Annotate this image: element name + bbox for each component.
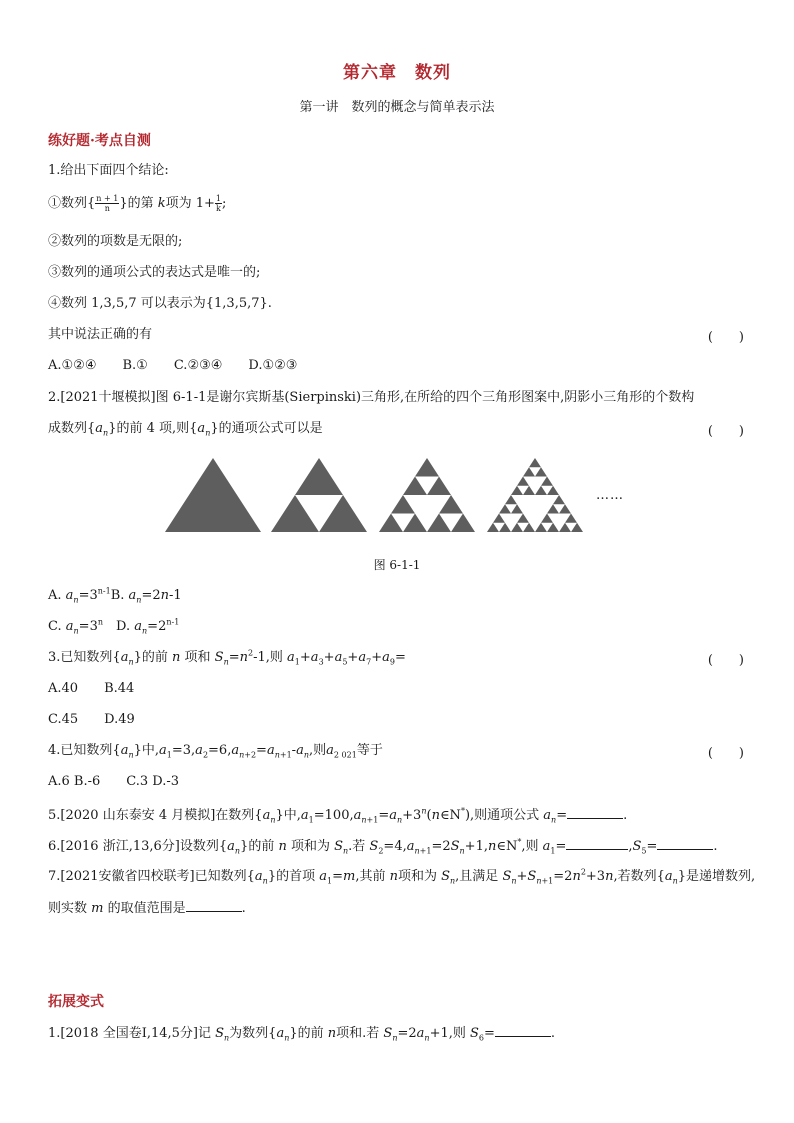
q1-statement-1: ①数列{ $\frac{n + 1}{n}$ }的第 k项为 1+ $\frac{1}{k}$ ;	[48, 194, 227, 213]
q7-stem-line2: 则实数 m 的取值范围是 .	[48, 901, 246, 916]
q2-options-cd: C. $a_n=3^n$ D. $a_n=2^{n-1}$	[48, 617, 180, 636]
fraction-n-plus-1-over-n: $\frac{n + 1}{n}$	[96, 194, 119, 213]
section-heading-extension: 拓展变式	[48, 994, 104, 1010]
q1-statement-4: ④数列 1,3,5,7 可以表示为{1,3,5,7}.	[48, 296, 272, 311]
sierpinski-stage-1	[165, 458, 261, 532]
extension-q1-stem: 1.[2018 全国卷Ⅰ,14,5分]记 $S_n$为数列$\{a_n\}$的前 n项和.若 $S_n=2a_n+1$,则 $S_6=$ .	[48, 1026, 556, 1043]
q6-answer-blank-a1[interactable]	[566, 837, 628, 850]
q3-options-ab: A.40 B.44	[48, 681, 135, 696]
figure-caption: 图 6-1-1	[373, 558, 421, 572]
sierpinski-stage-2	[271, 458, 367, 532]
q1-stem: 1.给出下面四个结论:	[48, 163, 169, 178]
chapter-title: 第六章 数列	[343, 63, 451, 83]
q1-statement-2: ②数列的项数是无限的;	[48, 234, 183, 249]
lecture-title: 第一讲 数列的概念与简单表示法	[299, 100, 495, 115]
figure-ellipsis: ……	[596, 488, 624, 503]
q7-answer-blank[interactable]	[186, 899, 242, 912]
q6-answer-blank-s5[interactable]	[657, 837, 713, 850]
q4-stem: 4.已知数列$\{a_n\}$中$,a_1=3,a_2=6,a_{n+2}=a_{n+1}-a_n$,则$a_{2 021}$等于	[48, 743, 383, 760]
q1-answer-paren: ( )	[707, 330, 744, 345]
q5-stem: 5.[2020 山东泰安 4 月模拟]在数列$\{a_n\}$中$,a_1=100,a_{n+1}=a_n+3^n(n\in N^*)$,则通项公式 $a_n=$ .	[48, 806, 628, 825]
q3-options-cd: C.45 D.49	[48, 712, 135, 727]
q7-stem-line1: 7.[2021安徽省四校联考]已知数列$\{a_n\}$的首项 $a_1=m$,其前 n项和为 $S_n$,且满足 $S_n+S_{n+1}=2n^2+3n$,若数列$\{a_n\}$是递增数列,	[48, 867, 756, 886]
q2-stem-line1: 2.[2021十堰模拟]图 6-1-1是谢尔宾斯基(Sierpinski)三角形,在所给的四个三角形图案中,阴影小三角形的个数构	[48, 390, 695, 405]
q2-stem-line2: 成数列$\{a_n\}$的前 4 项,则$\{a_n\}$的通项公式可以是	[48, 421, 323, 438]
sierpinski-figure	[160, 456, 600, 536]
q1-options: A.①②④ B.① C.②③④ D.①②③	[48, 358, 298, 373]
q3-stem: 3.已知数列$\{a_n\}$的前 n 项和 $S_n=n^2-1$,则 $a_1+a_3+a_5+a_7+a_9=$	[48, 648, 406, 667]
sierpinski-stage-4	[487, 458, 583, 532]
q4-answer-paren: ( )	[707, 746, 744, 761]
q2-answer-paren: ( )	[707, 424, 744, 439]
fraction-1-over-k: $\frac{1}{k}$	[215, 194, 221, 213]
q1-question: 其中说法正确的有	[48, 327, 153, 342]
section-heading-practice: 练好题·考点自测	[48, 133, 151, 149]
q4-options: A.6 B.-6 C.3 D.-3	[48, 774, 180, 789]
q2-options-ab: A. $a_n=3^{n-1}B$. $a_n=2n-1$	[48, 586, 182, 605]
extension-q1-answer-blank[interactable]	[495, 1024, 551, 1037]
q5-answer-blank[interactable]	[567, 806, 623, 819]
q3-answer-paren: ( )	[707, 653, 744, 668]
sierpinski-stage-3	[379, 458, 475, 532]
q6-stem: 6.[2016 浙江,13,6分]设数列$\{a_n\}$的前 n 项和为 $S_n$.若 $S_2=4,a_{n+1}=2S_n+1,n\in N^*$,则 $a_1= ,S_5=$ .	[48, 837, 718, 856]
q1-statement-3: ③数列的通项公式的表达式是唯一的;	[48, 265, 261, 280]
